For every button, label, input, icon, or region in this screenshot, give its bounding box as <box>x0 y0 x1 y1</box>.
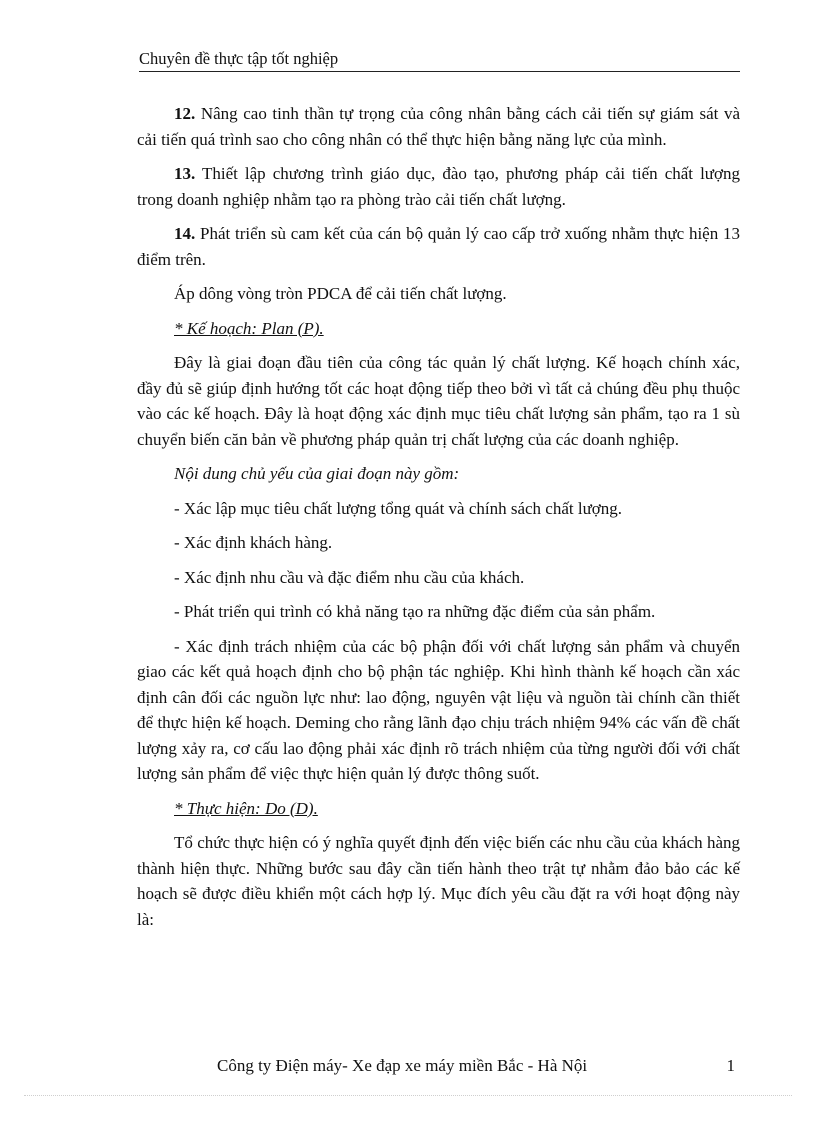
paragraph-pdca-intro <box>137 281 740 307</box>
list-item-long <box>137 634 740 787</box>
list-item <box>137 565 740 591</box>
paragraph-text: Thiết lập chương trình giáo dục, đào tạo, phương pháp cải tiến chất lượng trong doanh nghiệp nhằm tạo ra phòng trào cải tiến chất lượng. <box>137 164 740 209</box>
paragraph-item-13 <box>137 161 740 212</box>
paragraph-item-12 <box>137 101 740 152</box>
section-heading-text: * Kế hoạch: Plan (P). <box>174 318 324 338</box>
list-item <box>137 530 740 556</box>
list-item-text: - Phát triển qui trình có khả năng tạo ra những đặc điểm của sản phẩm. <box>174 602 656 621</box>
list-item <box>137 599 740 625</box>
paragraph-text: Phát triển sù cam kết của cán bộ quản lý cao cấp trở xuống nhằm thực hiện 13 điểm trên. <box>137 224 740 269</box>
item-number: 13. <box>174 164 196 183</box>
section-heading-do <box>137 796 740 822</box>
page-header <box>139 49 740 72</box>
list-item <box>137 496 740 522</box>
paragraph-text: Nâng cao tinh thần tự trọng của công nhân bằng cách cải tiến sự giám sát và cải tiến quá trình sao cho công nhân có thể thực hiện bằng năng lực của mình. <box>137 104 740 149</box>
section-heading-text: * Thực hiện: Do (D). <box>174 798 318 818</box>
list-item-text: - Xác định nhu cầu và đặc điểm nhu cầu của khách. <box>174 567 525 587</box>
paragraph-text: Áp dông vòng tròn PDCA để cải tiến chất lượng. <box>174 284 507 303</box>
paragraph-do-description <box>137 830 740 932</box>
section-heading-plan <box>137 316 740 342</box>
list-item-text: - Xác định khách hàng. <box>174 533 333 552</box>
paragraph-plan-contents-intro <box>137 461 740 487</box>
paragraph-item-14 <box>137 221 740 272</box>
document-body <box>137 101 740 941</box>
page-footer <box>139 1055 740 1077</box>
footer-company: Công ty Điện máy- Xe đạp xe máy miền Bắc - Hà Nội <box>217 1056 588 1075</box>
paragraph-text: Đây là giai đoạn đầu tiên của công tác quản lý chất lượng. Kế hoạch chính xác, đầy đủ sẽ giúp định hướng tốt các hoạt động tiếp theo bởi vì tất cả chúng đều phụ thuộc vào các kế hoạch. Đây là hoạt động xác định mục tiêu chất lượng sản phẩm, tạo ra 1 sù chuyển biến căn bản về phương pháp quản trị chất lượng của các doanh nghiệp. <box>137 353 740 449</box>
paragraph-plan-description <box>137 350 740 452</box>
item-number: 14. <box>174 224 196 243</box>
list-item-text: - Xác định trách nhiệm của các bộ phận đối với chất lượng sản phẩm và chuyển giao các kết quả hoạch định cho bộ phận tác nghiệp. Khi hình thành kế hoạch cần xác định cân đối các nguồn lực như: lao động, nguyên vật liệu và nguồn tài chính cần thiết để thực hiện kế hoạch. Deming cho rằng lãnh đạo chịu trách nhiệm 94% các vấn đề chất lượng xảy ra, cơ cấu lao động phải xác định rõ trách nhiệm của từng người đối với chất lượng sản phẩm để việc thực hiện quản lý được thông suốt. <box>137 636 740 783</box>
page-number: 1 <box>726 1056 735 1075</box>
page-bottom-divider <box>24 1095 792 1096</box>
header-title: Chuyên đề thực tập tốt nghiệp <box>139 49 339 68</box>
paragraph-text: Tổ chức thực hiện có ý nghĩa quyết định đến việc biến các nhu cầu của khách hàng thành hiện thực. Những bước sau đây cần tiến hành theo trật tự nhằm đảo bảo các kế hoạch sẽ được điều khiển một cách hợp lý. Mục đích yêu cầu đặt ra với hoạt động này là: <box>137 833 740 929</box>
paragraph-text: Nội dung chủ yếu của giai đoạn này gồm: <box>174 464 460 483</box>
item-number: 12. <box>174 104 196 123</box>
list-item-text: - Xác lập mục tiêu chất lượng tổng quát và chính sách chất lượng. <box>174 498 623 518</box>
